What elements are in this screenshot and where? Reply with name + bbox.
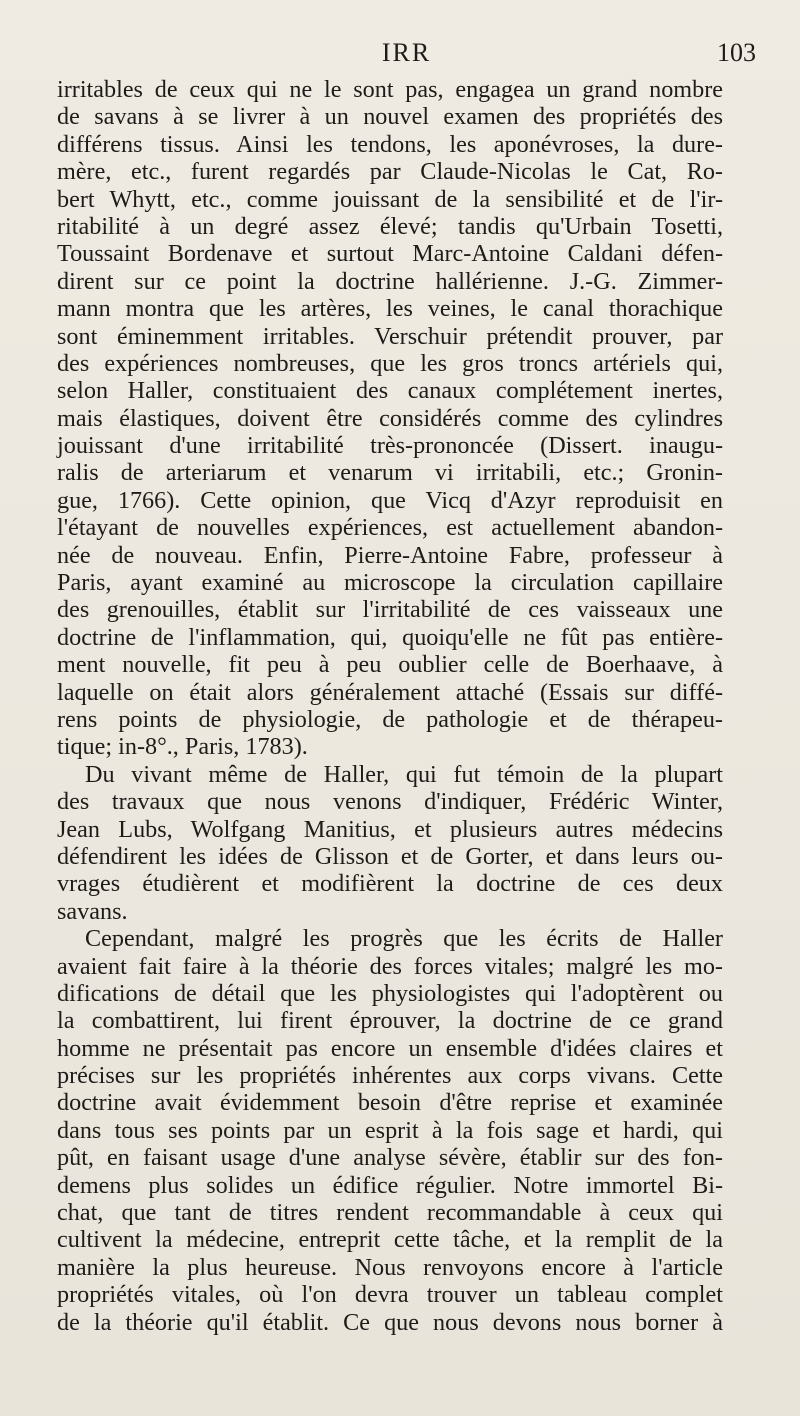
text-line: des expériences nombreuses, que les gros troncs artériels qui, [57,349,723,377]
text-line: sont éminemment irritables. Verschuir prétendit prouver, par [57,322,723,350]
page-number: 103 [717,38,756,67]
text-line: propriétés vitales, où l'on devra trouver un tableau complet [57,1281,723,1309]
text-line: demens plus solides un édifice régulier. Notre immortel Bi- [57,1171,723,1199]
text-line: difications de détail que les physiologistes qui l'adoptèrent ou [57,979,723,1007]
text-line: ritabilité à un degré assez élevé; tandis qu'Urbain Tosetti, [57,212,723,240]
text-line: tique; in-8°., Paris, 1783). [57,733,308,761]
text-line: rens points de physiologie, de pathologie et de thérapeu- [57,705,723,733]
text-line: selon Haller, constituaient des canaux complétement inertes, [57,377,723,405]
text-line: chat, que tant de titres rendent recommandable à ceux qui [57,1199,723,1227]
paragraph [57,925,723,1336]
text-line: doctrine avait évidemment besoin d'être reprise et examinée [57,1089,723,1117]
paragraph [57,76,723,761]
text-line: Toussaint Bordenave et surtout Marc-Antoine Caldani défen- [57,240,723,268]
text-line: mais élastiques, doivent être considérés comme des cylindres [57,404,723,432]
text-line: jouissant d'une irritabilité très-prononcée (Dissert. inaugu- [57,432,723,460]
text-line: de la théorie qu'il établit. Ce que nous devons nous borner à [57,1308,723,1336]
paragraph [57,761,723,925]
text-line: dirent sur ce point la doctrine hallérienne. J.-G. Zimmer- [57,267,723,295]
text-line: bert Whytt, etc., comme jouissant de la sensibilité et de l'ir- [57,185,723,213]
text-line: de savans à se livrer à un nouvel examen des propriétés des [57,103,723,131]
text-line: irritables de ceux qui ne le sont pas, engagea un grand nombre [57,76,723,103]
text-line: des grenouilles, établit sur l'irritabilité de ces vaisseaux une [57,596,723,624]
page-header [57,38,756,78]
text-line: l'étayant de nouvelles expériences, est actuellement abandon- [57,514,723,542]
text-line: homme ne présentait pas encore un ensemble d'idées claires et [57,1034,723,1062]
text-line: pût, en faisant usage d'une analyse sévère, établir sur des fon- [57,1144,723,1172]
text-line: des travaux que nous venons d'indiquer, Frédéric Winter, [57,788,723,816]
text-line: vrages étudièrent et modifièrent la doctrine de ces deux [57,870,723,898]
text-line: avaient fait faire à la théorie des forces vitales; malgré les mo- [57,952,723,980]
text-line: ralis de arteriarum et venarum vi irritabili, etc.; Gronin- [57,459,723,487]
text-line: cultivent la médecine, entreprit cette tâche, et la remplit de la [57,1226,723,1254]
text-line: dans tous ses points par un esprit à la fois sage et hardi, qui [57,1116,723,1144]
text-line: Jean Lubs, Wolfgang Manitius, et plusieurs autres médecins [57,815,723,843]
text-line: différens tissus. Ainsi les tendons, les aponévroses, la dure- [57,130,723,158]
text-line: doctrine de l'inflammation, qui, quoiqu'elle ne fût pas entière- [57,623,723,651]
text-line: précises sur les propriétés inhérentes aux corps vivans. Cette [57,1062,723,1090]
text-line: mann montra que les artères, les veines, le canal thorachique [57,295,723,323]
text-line: manière la plus heureuse. Nous renvoyons encore à l'article [57,1253,723,1281]
text-line: née de nouveau. Enfin, Pierre-Antoine Fabre, professeur à [57,541,723,569]
text-line: défendirent les idées de Glisson et de Gorter, et dans leurs ou- [57,842,723,870]
running-head: IRR [381,38,432,67]
text-line: la combattirent, lui firent éprouver, la doctrine de ce grand [57,1007,723,1035]
text-line: gue, 1766). Cette opinion, que Vicq d'Azyr reproduisit en [57,486,723,514]
text-line: Paris, ayant examiné au microscope la circulation capillaire [57,569,723,597]
text-line: Du vivant même de Haller, qui fut témoin de la plupart [85,760,723,788]
body-text [57,76,723,1336]
text-line: laquelle on était alors généralement attaché (Essais sur diffé- [57,678,723,706]
text-line: ment nouvelle, fit peu à peu oublier celle de Boerhaave, à [57,651,723,679]
text-line: savans. [57,897,128,925]
text-line: Cependant, malgré les progrès que les écrits de Haller [85,925,723,953]
text-line: mère, etc., furent regardés par Claude-Nicolas le Cat, Ro- [57,158,723,186]
